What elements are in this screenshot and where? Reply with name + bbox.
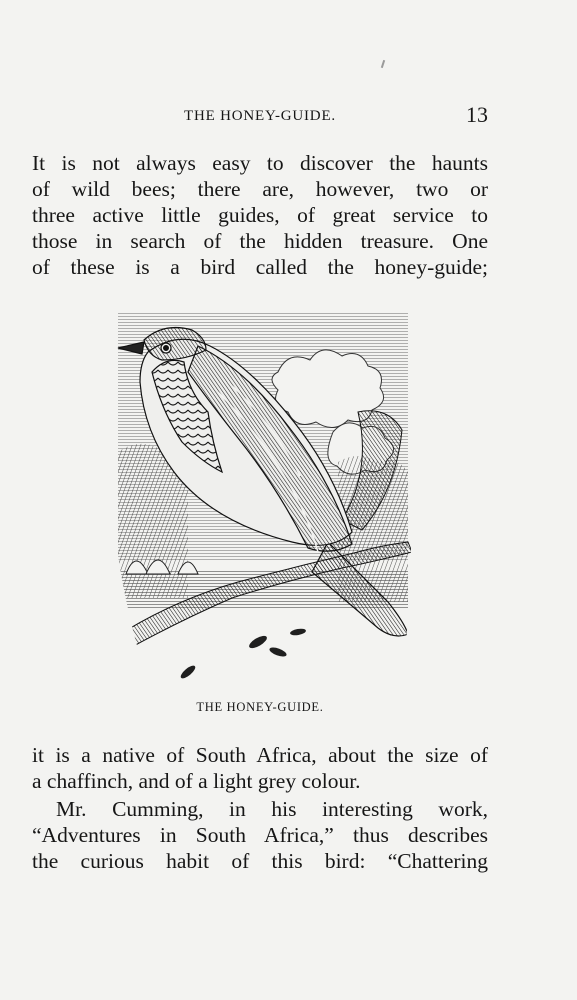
text-line: It is not always easy to discover the haunts [32, 151, 488, 175]
page-number: 13 [466, 102, 488, 127]
leaf-shapes [179, 628, 307, 681]
text-line: of these is a bird called the honey-guide; [32, 255, 488, 279]
text-line: a chaffinch, and of a light grey colour. [32, 769, 361, 793]
running-head [32, 102, 488, 132]
figure-caption: THE HONEY-GUIDE. [196, 700, 324, 714]
text-line: of wild bees; there are, however, two or [32, 177, 488, 201]
text-line: Mr. Cumming, in his interesting work, [56, 797, 488, 821]
text-line: those in search of the hidden treasure. One [32, 229, 488, 253]
text-line: it is a native of South Africa, about the size of [32, 743, 488, 767]
text-line: three active little guides, of great service to [32, 203, 488, 227]
paragraph-cumming [32, 796, 488, 874]
text-line: “Adventures in South Africa,” thus describes [32, 823, 488, 847]
text-line: the curious habit of this bird: “Chattering [32, 849, 488, 873]
honey-guide-engraving [108, 312, 418, 692]
margin-mark [381, 60, 385, 68]
paragraph-native [32, 742, 488, 794]
hut-shapes [126, 560, 198, 574]
paragraph-intro [32, 150, 488, 280]
running-title: THE HONEY-GUIDE. [184, 108, 336, 124]
